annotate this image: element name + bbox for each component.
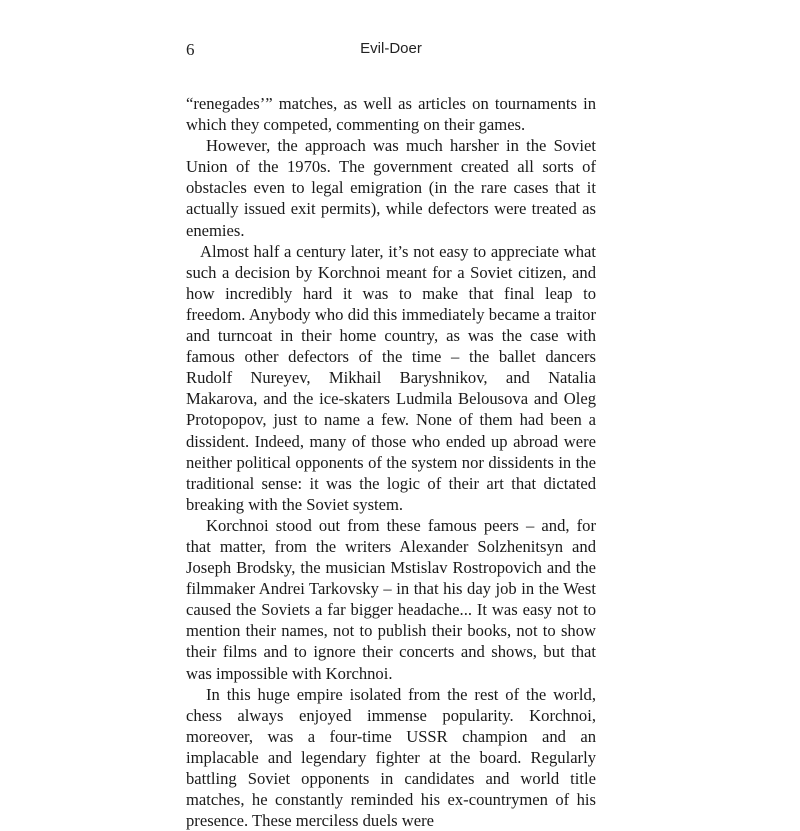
paragraph: Almost half a century later, it’s not easy to appreciate what such a decision by Korchnoi meant for a Soviet citizen, and how incredibly hard it was to make that final leap to freedom. Anybody who did this immediately became a traitor and turncoat in their home country, as was the case with famous other defectors of the time – the ballet dancers Rudolf Nureyev, Mikhail Baryshnikov, and Natalia Makarova, and the ice-skaters Ludmila Belousova and Oleg Protopopov, just to name a few. None of them had been a dissident. Indeed, many of those who ended up abroad were neither political opponents of the system nor dissidents in the traditional sense: it was the logic of their art that dictated breaking with the Soviet system. xyxy=(186,241,596,514)
paragraph: Korchnoi stood out from these famous peers – and, for that matter, from the writers Alexander Solzhenitsyn and Joseph Brodsky, the musician Mstislav Rostropovich and the filmmaker Andrei Tarkovsky – in that his day job in the West caused the Soviets a far bigger headache... It was easy not to mention their names, not to publish their books, not to show their films and to ignore their concerts and shows, but that was impossible with Korchnoi. xyxy=(186,515,596,683)
body-text xyxy=(186,93,596,831)
paragraph: However, the approach was much harsher in the Soviet Union of the 1970s. The government created all sorts of obstacles even to legal emigration (in the rare cases that it actually issued exit permits), while defectors were treated as enemies. xyxy=(186,136,596,240)
paragraph: In this huge empire isolated from the rest of the world, chess always enjoyed immense popularity. Korchnoi, moreover, was a four-time USSR champion and an implacable and legendary fighter at the board. Regularly battling Soviet opponents in candidates and world title matches, he constantly reminded his ex-countrymen of his presence. These merciless duels were xyxy=(186,684,596,831)
page-header xyxy=(186,40,596,64)
paragraph-continuation: “renegades’” matches, as well as articles on tournaments in which they competed, commenting on their games. xyxy=(186,94,596,135)
page-number: 6 xyxy=(186,40,195,59)
running-title: Evil-Doer xyxy=(360,40,422,57)
